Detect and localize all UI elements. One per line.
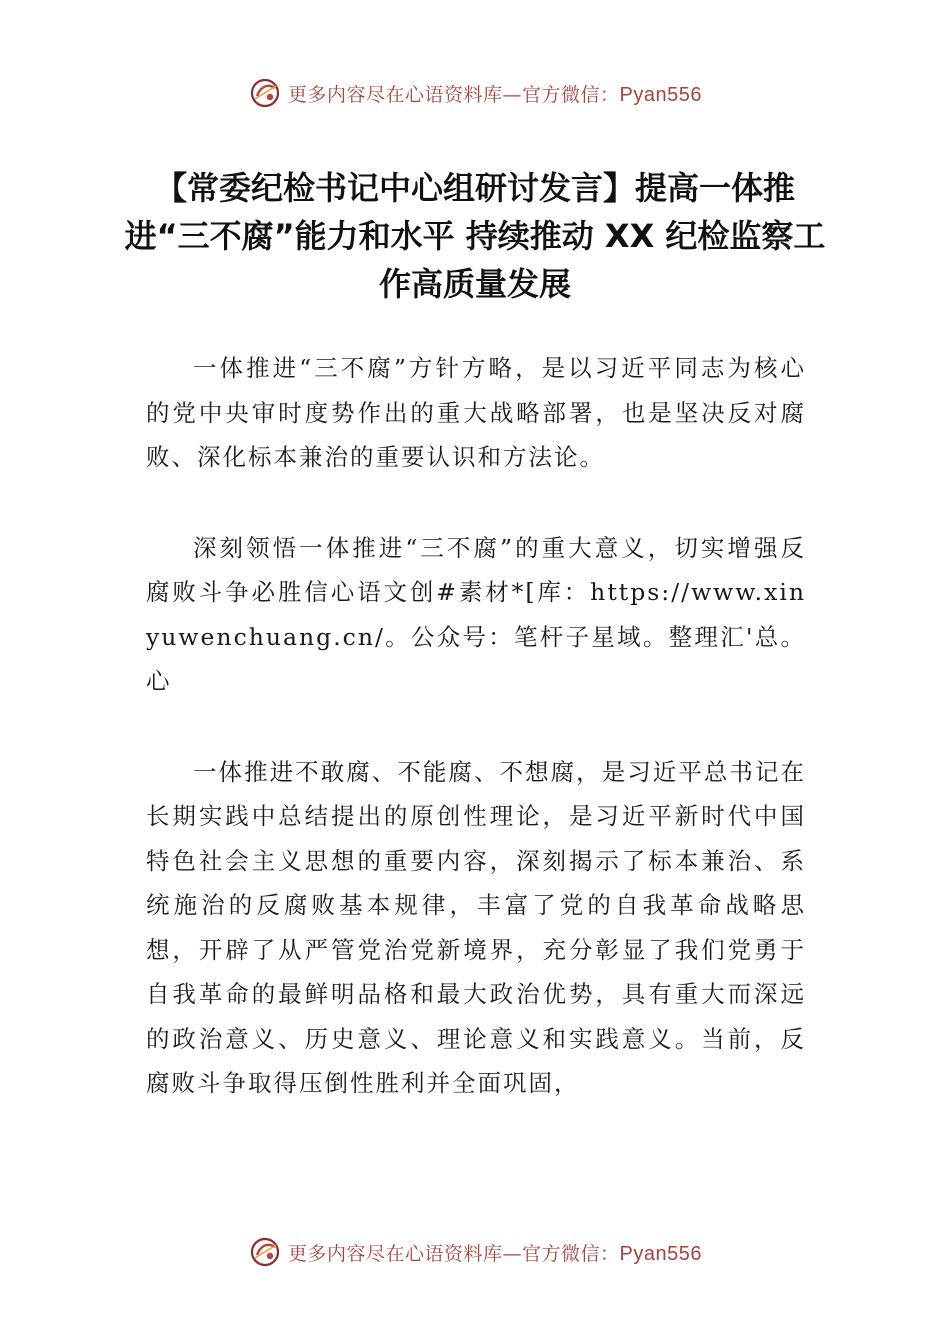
paragraph-1: 一体推进“三不腐”方针方略，是以习近平同志为核心的党中央审时度势作出的重大战略部署，也是坚决反对腐败、深化标本兼治的重要认识和方法论。 <box>146 354 806 471</box>
wechat-handle: Pyan556 <box>619 1242 702 1265</box>
paragraph-2: 深刻领悟一体推进“三不腐”的重大意义，切实增强反腐败斗争必胜信心语文创#素材*[库：https://www.xinyuwenchuang.cn/。公众号：笔杆子星域。整理汇'总。心 <box>146 533 806 695</box>
footer-watermark <box>0 1232 950 1272</box>
brand-logo-icon <box>248 76 282 110</box>
document-title: 【常委纪检书记中心组研讨发言】提高一体推进“三不腐”能力和水平 持续推动 XX 纪检监察工作高质量发展 <box>124 169 826 303</box>
paragraph-3: 一体推进不敢腐、不能腐、不想腐，是习近平总书记在长期实践中总结提出的原创性理论，是习近平新时代中国特色社会主义思想的重要内容，深刻揭示了标本兼治、系统施治的反腐败基本规律，丰富了党的自我革命战略思想，开辟了从严管党治党新境界，充分彰显了我们党勇于自我革命的最鲜明品格和最大政治优势，具有重大而深远的政治意义、历史意义、理论意义和实践意义。当前，反腐败斗争取得压倒性胜利并全面巩固， <box>146 757 806 1097</box>
wechat-handle: Pyan556 <box>619 83 702 106</box>
document-body <box>146 346 806 1152</box>
watermark-text: 更多内容尽在心语资料库—官方微信：Pyan556 <box>288 83 702 106</box>
header-watermark <box>0 73 950 113</box>
watermark-text: 更多内容尽在心语资料库—官方微信：Pyan556 <box>288 1242 702 1265</box>
brand-logo-icon <box>248 1235 282 1269</box>
